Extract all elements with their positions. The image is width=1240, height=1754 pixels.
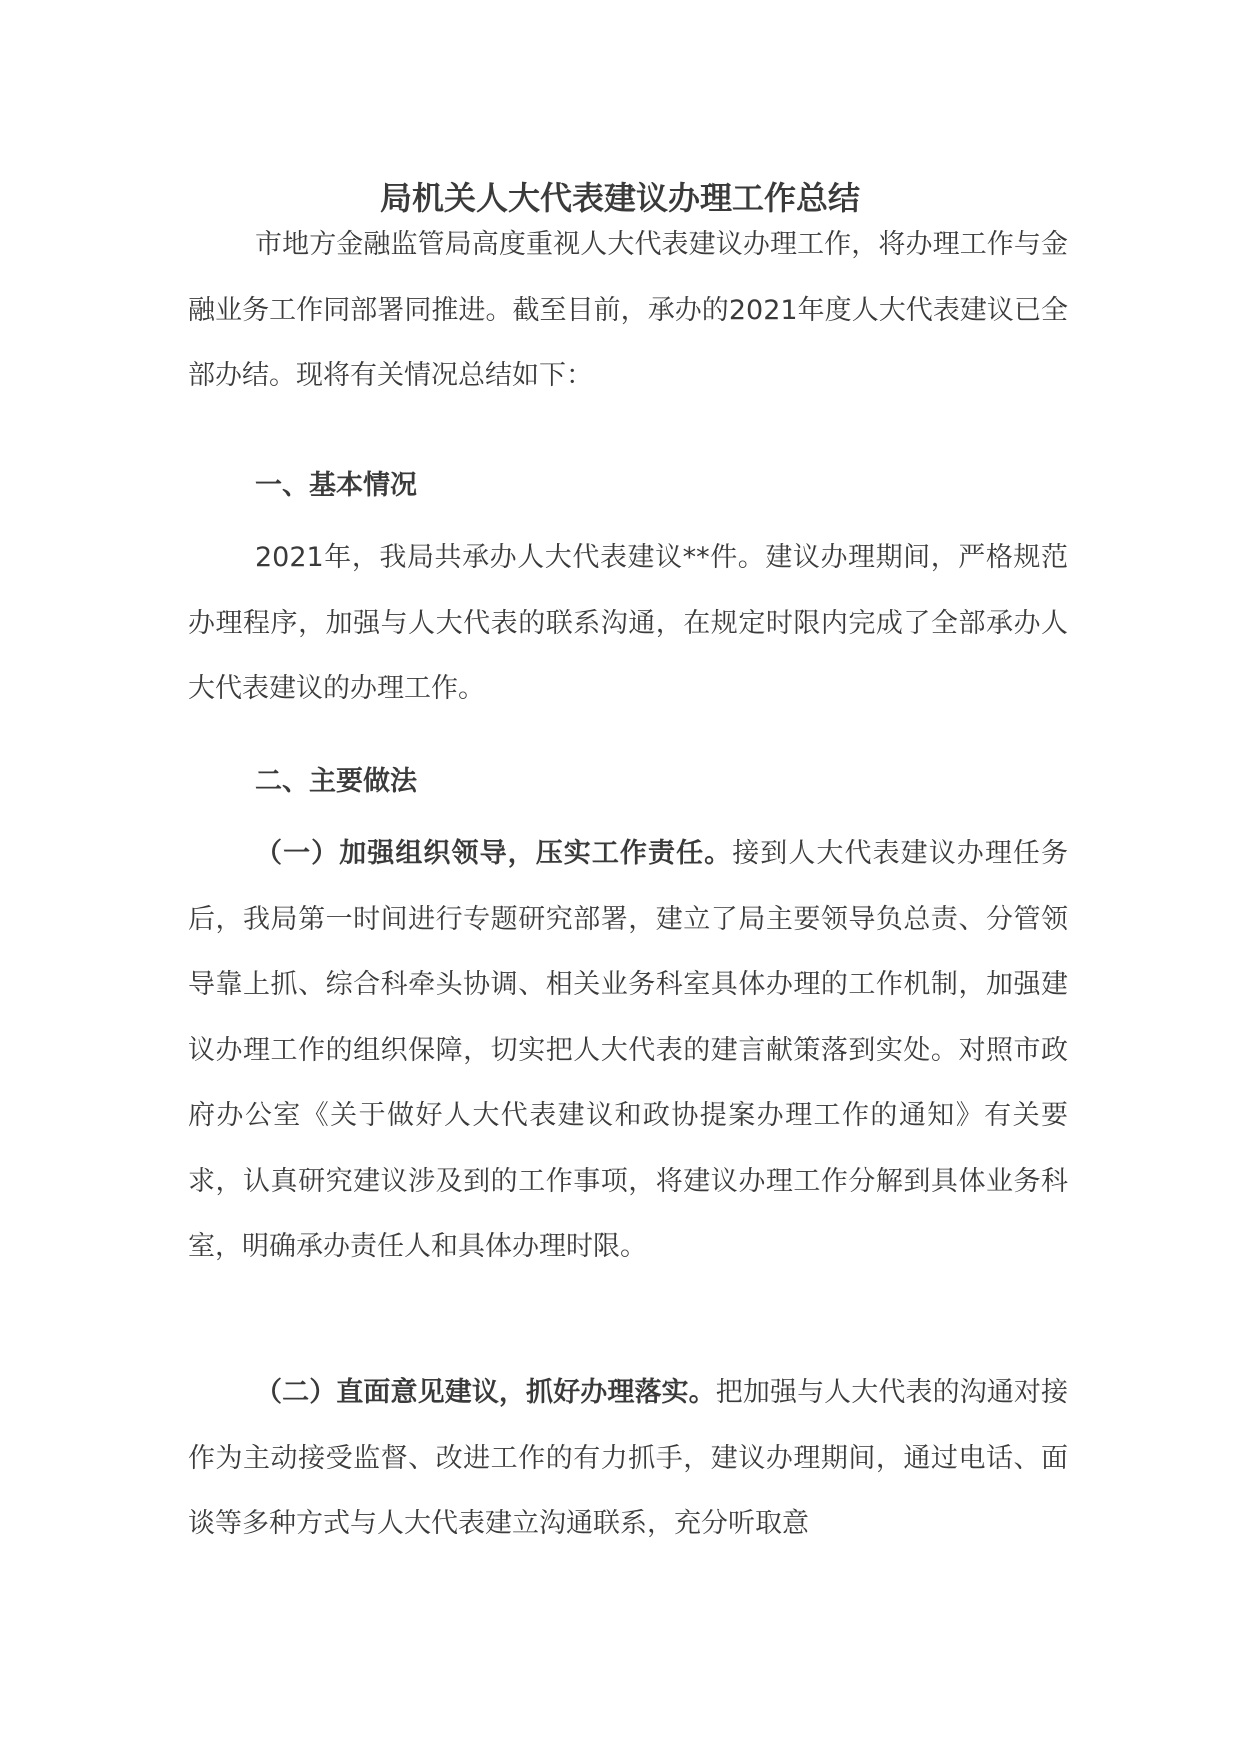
intro-paragraph: 市地方金融监管局高度重视人大代表建议办理工作，将办理工作与金融业务工作同部署同推进。截至目前，承办的2021年度人大代表建议已全部办结。现将有关情况总结如下： bbox=[188, 229, 1068, 391]
document-title: 局机关人大代表建议办理工作总结 bbox=[379, 179, 860, 217]
method-2-body: 把加强与人大代表的沟通对接作为主动接受监督、改进工作的有力抓手，建议办理期间，通过电话、面谈等多种方式与人大代表建立沟通联系，充分听取意 bbox=[188, 1377, 1069, 1539]
method-2-lead: （二）直面意见建议，抓好办理落实。 bbox=[255, 1377, 716, 1408]
method-1-paragraph bbox=[188, 821, 1068, 1280]
section-basic-paragraph: 2021年，我局共承办人大代表建议**件。建议办理期间，严格规范办理程序，加强与人大代表的联系沟通，在规定时限内完成了全部承办人大代表建议的办理工作。 bbox=[188, 542, 1068, 704]
section-heading-methods: 二、主要做法 bbox=[255, 766, 417, 797]
method-1-lead: （一）加强组织领导，压实工作责任。 bbox=[255, 838, 733, 869]
method-1-body: 接到人大代表建议办理任务后，我局第一时间进行专题研究部署，建立了局主要领导负总责、分管领导靠上抓、综合科牵头协调、相关业务科室具体办理的工作机制，加强建议办理工作的组织保障，切实把人大代表的建言献策落到实处。对照市政府办公室《关于做好人大代表建议和政协提案办理工作的通知》有关要求，认真研究建议涉及到的工作事项，将建议办理工作分解到具体业务科室，明确承办责任人和具体办理时限。 bbox=[188, 838, 1069, 1262]
section-heading-basic: 一、基本情况 bbox=[255, 470, 417, 501]
method-2-paragraph bbox=[188, 1360, 1068, 1557]
